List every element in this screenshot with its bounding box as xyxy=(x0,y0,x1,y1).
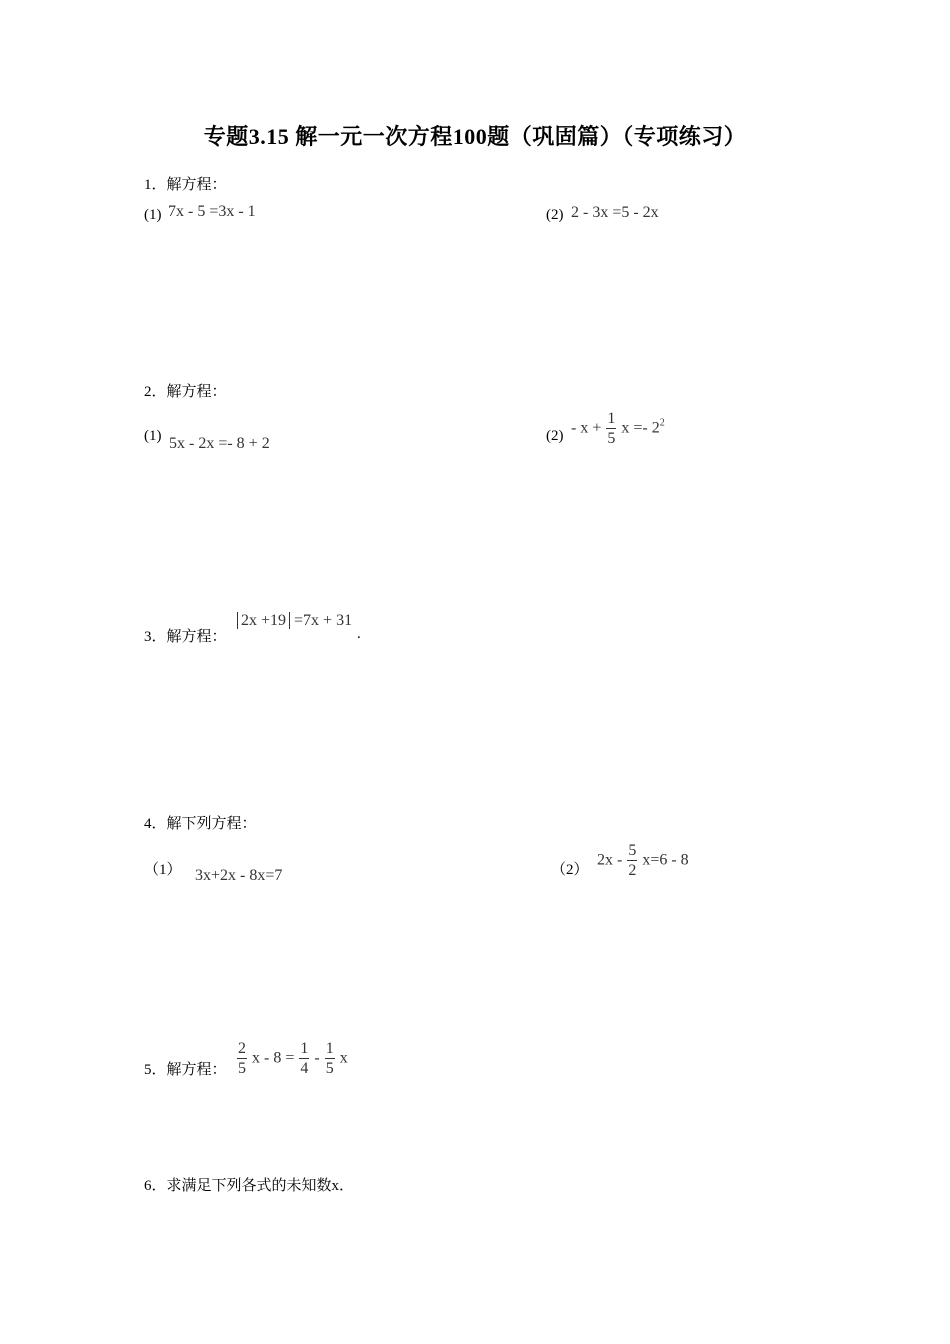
question-4-part-1-label: （1） xyxy=(144,862,182,878)
question-2-part-2-fraction xyxy=(606,411,616,447)
question-3-equation xyxy=(237,612,352,630)
fraction-denominator: 5 xyxy=(325,1060,334,1077)
question-3-period: . xyxy=(357,626,361,642)
question-5-equation xyxy=(236,1041,348,1077)
question-5-fraction-3 xyxy=(325,1041,335,1077)
question-4-part-2-fraction xyxy=(627,843,637,879)
question-2-part-2-exponent: 2 xyxy=(659,417,665,429)
question-1-part-2-equation: 2 - 3x =5 - 2x xyxy=(571,204,659,221)
question-6-stem: 6．求满足下列各式的未知数x． xyxy=(144,1178,355,1194)
fraction-denominator: 5 xyxy=(607,430,616,447)
question-3-rhs: =7x + 31 xyxy=(294,612,353,629)
question-2-part-2-equation xyxy=(571,411,665,447)
question-2-part-2-prefix: - x + xyxy=(571,419,602,437)
question-3-stem: 3．解方程： xyxy=(144,629,227,645)
question-5-middle: x - 8 = xyxy=(252,1049,295,1067)
question-1-part-1-equation: 7x - 5 =3x - 1 xyxy=(168,203,256,220)
question-4-part-1-equation: 3x+2x - 8x=7 xyxy=(195,867,283,884)
question-4-stem: 4．解下列方程： xyxy=(144,816,257,832)
question-1-part-1-label: (1) xyxy=(144,207,162,223)
question-4-part-2-suffix: x=6 - 8 xyxy=(642,851,689,869)
question-2-part-2-suffix: x =- 2 xyxy=(621,419,660,437)
question-2-part-1-label: (1) xyxy=(144,428,162,444)
fraction-denominator: 4 xyxy=(300,1060,309,1077)
question-4-part-2-equation xyxy=(597,843,689,879)
fraction-numerator: 1 xyxy=(607,410,616,427)
fraction-numerator: 1 xyxy=(300,1040,309,1057)
question-5-tail: x xyxy=(339,1049,348,1067)
question-4-part-2-label: （2） xyxy=(551,862,589,878)
question-2-stem: 2．解方程： xyxy=(144,384,227,400)
question-1-part-2-label: (2) xyxy=(546,207,564,223)
page-title: 专题3.15 解一元一次方程100题（巩固篇）（专项练习） xyxy=(203,124,747,149)
question-4-part-2-prefix: 2x - xyxy=(597,851,623,869)
question-5-fraction-2 xyxy=(299,1041,309,1077)
question-5-fraction-1 xyxy=(237,1041,247,1077)
question-2-part-1-equation: 5x - 2x =- 8 + 2 xyxy=(169,435,270,452)
absolute-value-expression: 2x +19 xyxy=(237,612,290,629)
fraction-numerator: 1 xyxy=(325,1040,334,1057)
question-5-stem: 5．解方程： xyxy=(144,1062,227,1078)
fraction-denominator: 2 xyxy=(628,862,637,879)
question-1-stem: 1．解方程： xyxy=(144,177,227,193)
question-2-part-2-label: (2) xyxy=(546,428,564,444)
fraction-numerator: 5 xyxy=(628,842,637,859)
fraction-numerator: 2 xyxy=(238,1040,246,1057)
question-5-minus: - xyxy=(314,1049,320,1067)
fraction-denominator: 5 xyxy=(238,1060,246,1077)
